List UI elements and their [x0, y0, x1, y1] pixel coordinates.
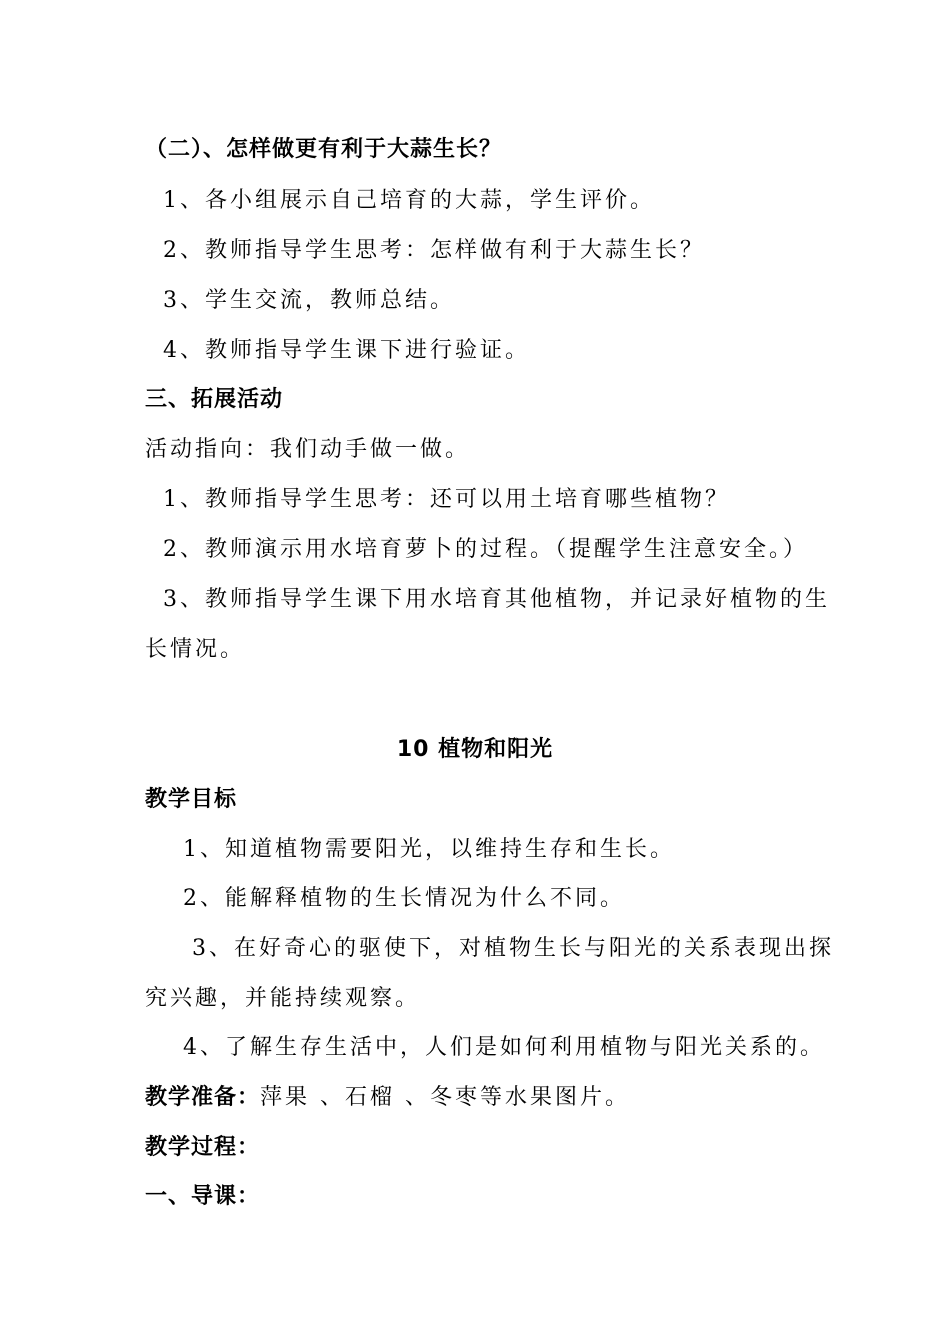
section-three-item-3-continued: 长情况。	[145, 637, 246, 662]
goals-heading: 教学目标	[145, 787, 238, 812]
preparation-line	[145, 1084, 630, 1112]
section-three-item-2: 2、教师演示用水培育萝卜的过程。（提醒学生注意安全。）	[163, 537, 808, 562]
process-heading: 教学过程：	[145, 1135, 261, 1160]
goal-item-3: 3、在好奇心的驱使下，对植物生长与阳光的关系表现出探	[192, 936, 834, 961]
goal-item-4: 4、了解生存生活中，人们是如何利用植物与阳光关系的。	[183, 1035, 825, 1060]
section-three-heading: 三、拓展活动	[145, 387, 284, 412]
goal-item-3-continued: 究兴趣，并能持续观察。	[145, 986, 421, 1011]
section-three-intro: 活动指向：我们动手做一做。	[145, 437, 471, 462]
section-two-item-3: 3、学生交流，教师总结。	[163, 288, 455, 313]
section-three-item-3: 3、教师指导学生课下用水培育其他植物，并记录好植物的生	[163, 587, 830, 612]
intro-heading: 一、导课：	[145, 1184, 261, 1209]
section-two-heading: （二）、怎样做更有利于大蒜生长？	[145, 137, 503, 162]
section-two-item-1: 1、各小组展示自己培育的大蒜，学生评价。	[163, 188, 655, 213]
section-two-item-2: 2、教师指导学生思考：怎样做有利于大蒜生长？	[163, 238, 705, 263]
section-three-item-1: 1、教师指导学生思考：还可以用土培育哪些植物？	[163, 487, 730, 512]
preparation-text: 萍果 、石榴 、冬枣等水果图片。	[260, 1085, 631, 1110]
section-two-item-4: 4、教师指导学生课下进行验证。	[163, 338, 530, 363]
preparation-label: 教学准备：	[145, 1085, 261, 1110]
goal-item-1: 1、知道植物需要阳光，以维持生存和生长。	[183, 837, 675, 862]
goal-item-2: 2、能解释植物的生长情况为什么不同。	[183, 886, 625, 911]
lesson-title: 10 植物和阳光	[396, 737, 554, 762]
